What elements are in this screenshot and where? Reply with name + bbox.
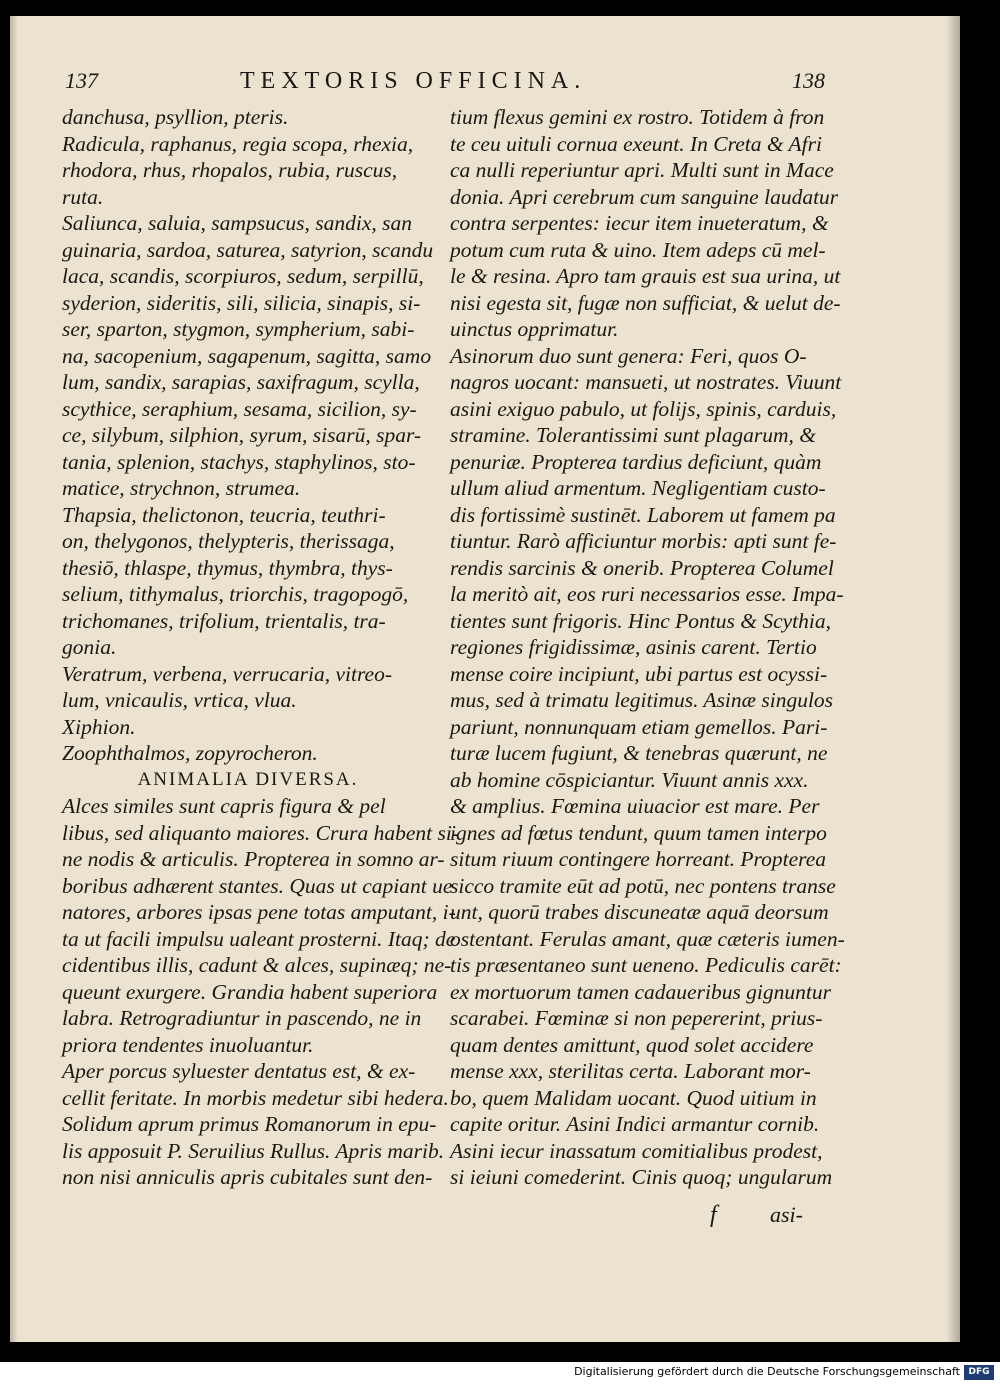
text-line: ce, silybum, silphion, syrum, sisarū, spar- xyxy=(62,423,422,447)
text-line: tis præsentaneo sunt ueneno. Pediculis carēt: xyxy=(450,953,842,977)
text-line: te ceu uituli cornua exeunt. In Creta & Afri xyxy=(450,131,822,156)
text-line: trichomanes, trifolium, trientalis, tra- xyxy=(62,608,386,633)
signature-mark: f xyxy=(710,1202,717,1228)
text-line: queunt exurgere. Grandia habent superiora xyxy=(62,979,438,1004)
text-line: donia. Apri cerebrum cum sanguine laudatur xyxy=(450,184,839,209)
text-line: syderion, sideritis, sili, silicia, sinapis, si- xyxy=(62,290,421,315)
text-line: turæ lucem fugiunt, & tenebras quærunt, ne xyxy=(450,741,828,765)
text-line: & amplius. Fœmina uiuacior est mare. Per xyxy=(450,794,820,818)
text-line: asini exiguo pabulo, ut folijs, spinis, carduis, xyxy=(450,396,837,421)
text-line: dis fortissimè sustinēt. Laborem ut famem pa xyxy=(450,502,836,527)
page-edge-shadow xyxy=(946,16,960,1342)
text-line: Radicula, raphanus, regia scopa, rhexia, xyxy=(62,131,414,156)
text-line: contra serpentes: iecur item inueteratum, & xyxy=(450,211,829,235)
text-line: non nisi anniculis apris cubitales sunt den- xyxy=(62,1165,433,1189)
text-line: Solidum aprum primus Romanorum in epu- xyxy=(62,1112,437,1136)
text-line: scarabei. Fœminæ si non pepererint, prius- xyxy=(450,1006,823,1030)
text-line: penuriæ. Propterea tardius deficiunt, quàm xyxy=(450,449,822,474)
text-line: natores, arbores ipsas pene totas amputant, i- xyxy=(62,900,456,924)
running-title: TEXTORIS OFFICINA. xyxy=(240,68,587,94)
text-line: si ieiuni comederint. Cinis quoq; ungularum xyxy=(450,1165,833,1189)
text-line: stramine. Tolerantissimi sunt plagarum, & xyxy=(450,423,816,447)
text-line: ca nulli reperiuntur apri. Multi sunt in Mace xyxy=(450,158,834,182)
text-line: unt, quorū trabes discuneatæ aquā deorsum xyxy=(450,900,829,924)
book-page xyxy=(10,16,960,1342)
text-line: ruta. xyxy=(62,184,104,209)
page-number-left: 137 xyxy=(65,68,98,93)
left-column xyxy=(62,104,459,1191)
text-line: lum, sandix, sarapias, saxifragum, scylla, xyxy=(62,370,420,394)
text-line: Saliunca, saluia, sampsucus, sandix, san xyxy=(62,211,412,235)
text-line: le & resina. Apro tam grauis est sua urina, ut xyxy=(450,264,841,288)
text-line: Asini iecur inassatum comitialibus prodest, xyxy=(450,1138,823,1163)
text-line: Zoophthalmos, zopyrocheron. xyxy=(62,741,318,765)
text-line: ostentant. Ferulas amant, quæ cæteris iumen- xyxy=(450,926,845,951)
text-line: Xiphion. xyxy=(62,714,136,739)
text-line: pariunt, nonnunquam etiam gemellos. Pari- xyxy=(450,714,828,739)
text-line: sicco tramite eūt ad potū, nec pontens transe xyxy=(450,873,836,898)
text-line: Veratrum, verbena, verrucaria, vitreo- xyxy=(62,661,392,686)
text-line: potum cum ruta & uino. Item adeps cū mel- xyxy=(450,237,826,262)
text-line: bo, quem Malidam uocant. Quod uitium in xyxy=(450,1085,817,1110)
text-line: quam dentes amittunt, quod solet accidere xyxy=(450,1032,814,1057)
text-line: gonia. xyxy=(62,635,117,659)
text-line: rendis sarcinis & onerib. Propterea Columel xyxy=(450,555,834,580)
text-line: mense xxx, sterilitas certa. Laborant mor- xyxy=(450,1059,811,1083)
dfg-logo: DFG xyxy=(964,1365,994,1380)
gutter-shadow xyxy=(10,16,18,1342)
page-number-right: 138 xyxy=(792,68,825,93)
text-line: labra. Retrogradiuntur in pascendo, ne in xyxy=(62,1006,422,1030)
text-line: ser, sparton, stygmon, sympherium, sabi- xyxy=(62,317,415,341)
text-line: cellit feritate. In morbis medetur sibi hedera. xyxy=(62,1085,449,1110)
text-line: rhodora, rhus, rhopalos, rubia, ruscus, xyxy=(62,158,398,182)
text-line: na, sacopenium, sagapenum, sagitta, samo xyxy=(62,343,432,368)
text-line: Aper porcus syluester dentatus est, & ex- xyxy=(62,1059,416,1083)
text-line: ne nodis & articulis. Propterea in somno ar- xyxy=(62,847,445,871)
page-header xyxy=(65,68,825,102)
text-line: Asinorum duo sunt genera: Feri, quos O- xyxy=(450,343,807,368)
text-line: tania, splenion, stachys, staphylinos, sto- xyxy=(62,449,416,474)
text-line: tium flexus gemini ex rostro. Totidem à fron xyxy=(450,105,825,129)
text-line: selium, tithymalus, triorchis, tragopogō, xyxy=(62,582,409,606)
text-line: boribus adhærent stantes. Quas ut capiant ue xyxy=(62,873,453,898)
text-line: laca, scandis, scorpiuros, sedum, serpillū, xyxy=(62,264,424,288)
catchword: asi- xyxy=(770,1202,803,1227)
text-line: danchusa, psyllion, pteris. xyxy=(62,105,289,129)
text-line: mus, sed à trimatu legitimus. Asinæ singulos xyxy=(450,688,834,712)
text-line: ex mortuorum tamen cadaueribus gignuntur xyxy=(450,979,831,1004)
text-line: capite oritur. Asini Indici armantur cornib. xyxy=(450,1112,820,1136)
text-line: mense coire incipiunt, ubi partus est ocyssi- xyxy=(450,661,828,686)
text-line: nagros uocant: mansueti, ut nostrates. Viuunt xyxy=(450,370,842,394)
text-line: la meritò ait, eos ruri necessarios esse. Impa- xyxy=(450,582,844,606)
text-line: guinaria, sardoa, saturea, satyrion, scandu xyxy=(62,237,434,262)
text-line: regiones frigidissimæ, asinis carent. Tertio xyxy=(450,635,817,659)
text-line: uinctus opprimatur. xyxy=(450,317,619,341)
text-line: ignes ad fœtus tendunt, quum tamen interpo xyxy=(450,820,827,845)
text-line: priora tendentes inuoluantur. xyxy=(62,1032,314,1057)
text-line: scythice, seraphium, sesama, sicilion, sy- xyxy=(62,396,417,421)
text-line: lis apposuit P. Seruilius Rullus. Apris marib. xyxy=(62,1138,445,1163)
text-line: cidentibus illis, cadunt & alces, supinæq; ne- xyxy=(62,953,452,977)
text-line: tiuntur. Rarò afficiuntur morbis: apti sunt fe- xyxy=(450,529,837,553)
text-line: ullum aliud armentum. Negligentiam custo- xyxy=(450,476,826,500)
text-line: Thapsia, thelictonon, teucria, teuthri- xyxy=(62,502,386,527)
footer-bar xyxy=(0,1362,1000,1384)
text-line: libus, sed aliquanto maiores. Crura habent si- xyxy=(62,820,459,845)
text-line: nisi egesta sit, fugæ non sufficiat, & uelut de- xyxy=(450,290,841,315)
text-line: situm riuum contingere horreant. Propterea xyxy=(450,847,827,871)
text-line: Alces similes sunt capris figura & pel xyxy=(62,794,386,818)
text-line: matice, strychnon, strumea. xyxy=(62,476,301,500)
text-line: on, thelygonos, thelypteris, therissaga, xyxy=(62,529,395,553)
text-line: tientes sunt frigoris. Hinc Pontus & Scythia, xyxy=(450,608,832,633)
text-line: ab homine cōspiciantur. Viuunt annis xxx. xyxy=(450,767,809,792)
text-line: thesiō, thlaspe, thymus, thymbra, thys- xyxy=(62,555,393,580)
text-line: lum, vnicaulis, vrtica, vlua. xyxy=(62,688,297,712)
right-column xyxy=(450,104,845,1191)
section-heading: ANIMALIA DIVERSA. xyxy=(137,768,359,790)
text-line: ta ut facili impulsu ualeant prosterni. Itaq; de xyxy=(62,926,456,951)
footer-credit: Digitalisierung gefördert durch die Deutsche Forschungsgemeinschaft xyxy=(574,1365,960,1378)
